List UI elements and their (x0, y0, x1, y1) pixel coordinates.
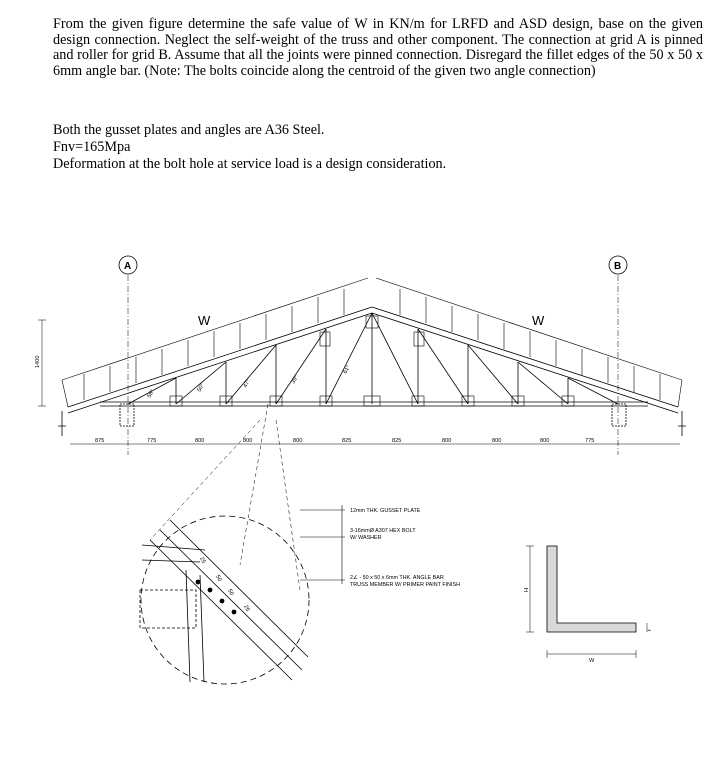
detail-dim-3: 50 (226, 588, 235, 597)
span-1: 875 (95, 438, 105, 444)
deformation-note: Deformation at the bolt hole at service load is a design consideration. (53, 156, 447, 172)
detail-dim-2: 50 (214, 574, 223, 583)
load-label-left: W (198, 313, 211, 328)
grid-label-b: B (614, 261, 622, 272)
angle-label-2: 50° (196, 382, 206, 393)
height-dimension: 1400 (35, 355, 41, 368)
grid-label-a: A (124, 261, 132, 272)
fnv-note: Fnv=165Mpa (53, 139, 131, 155)
detail-circle (141, 516, 309, 684)
angle-callout-1: 2∠ - 50 x 50 x 6mm THK. ANGLE BAR (350, 575, 444, 581)
detail-dim-4: 25 (242, 604, 251, 613)
angle-width-label: W (589, 658, 595, 664)
bolt-callout-2: W/ WASHER (350, 535, 382, 541)
support-b (612, 404, 686, 436)
bolt-callout-1: 3-16mmØ A307 HEX BOLT (350, 528, 416, 534)
span-3: 800 (195, 438, 205, 444)
span-5: 800 (293, 438, 303, 444)
detail-dim-1: 25 (198, 556, 207, 565)
support-a (58, 404, 134, 436)
span-11: 775 (585, 438, 595, 444)
span-7: 825 (392, 438, 402, 444)
span-6: 825 (342, 438, 352, 444)
angle-label-4: 39° (290, 374, 300, 385)
angle-section-diagram (526, 546, 647, 658)
material-note: Both the gusset plates and angles are A36 Steel. (53, 122, 325, 138)
angle-callout-2: TRUSS MEMBER W/ PRIMER PAINT FINISH (350, 582, 461, 588)
load-arrows-left (84, 289, 344, 400)
angle-height-label: H (524, 587, 530, 592)
top-chord (68, 307, 678, 413)
load-arrows-right (400, 289, 660, 400)
gusset-callout: 12mm THK. GUSSET PLATE (350, 508, 421, 514)
span-2: 775 (147, 438, 157, 444)
angle-label-5: 61° (342, 364, 352, 375)
span-4: 800 (243, 438, 253, 444)
span-10: 800 (540, 438, 550, 444)
angle-label-1: 56° (146, 388, 156, 399)
angle-label-3: 47° (242, 378, 252, 389)
angle-thickness-label: t (647, 629, 653, 631)
problem-statement: From the given figure determine the safe value of W in KN/m for LRFD and ASD design, base on the given design connection. Neglect the self-weight of the truss and other component. The connection at grid A is pinned and roller for grid B. Assume that all the joints were pinned connection. Disregard the fillet edges of the 50 x 50 x 6mm angle bar. (Note: The bolts coincide along the centroid of the given two angle connection) (53, 16, 703, 79)
load-label-right: W (532, 313, 545, 328)
span-8: 800 (442, 438, 452, 444)
span-9: 800 (492, 438, 502, 444)
